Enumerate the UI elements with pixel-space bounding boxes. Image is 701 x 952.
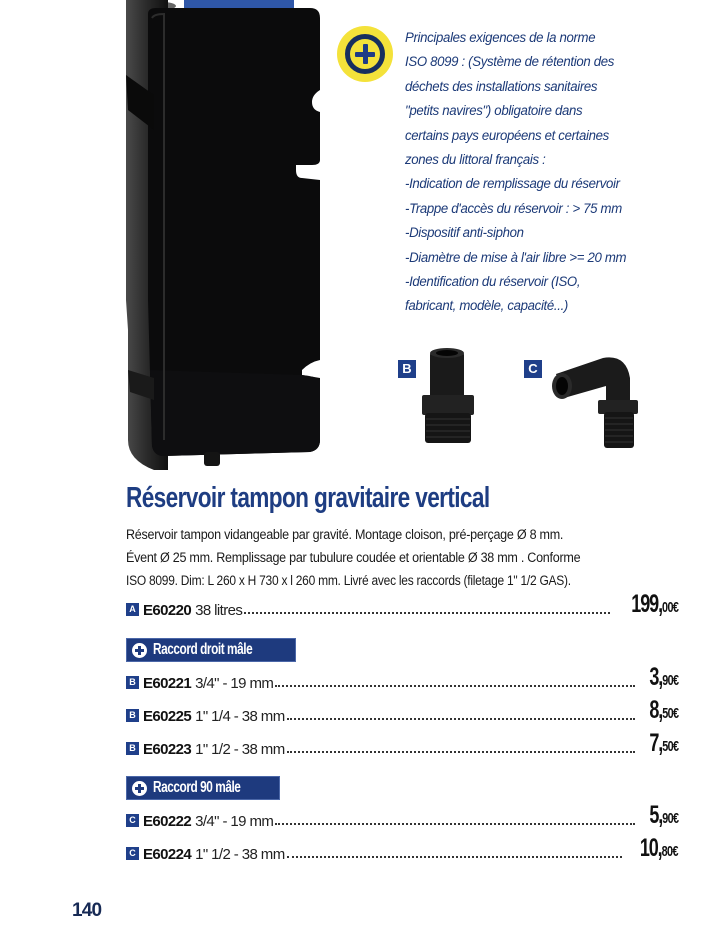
item-letter-badge: C [126,814,139,827]
elbow-fitting-image [548,352,648,452]
product-description [126,524,678,593]
price-integer: 5, [648,801,662,829]
section-header-raccord-droit [126,638,296,662]
callout-line: -Dispositif anti-siphon [405,225,524,242]
page-number: 140 [72,900,102,921]
price-decimal: 00€ [661,599,678,616]
price-row-e60220 [126,590,678,620]
item-reference: E60224 [143,846,192,863]
price-row-e60221 [126,663,678,693]
item-letter-badge: B [126,709,139,722]
callout-line: zones du littoral français : [405,152,546,169]
straight-fitting-image [418,347,478,447]
dot-leader [287,856,623,858]
price-row-e60224 [126,834,678,864]
price-integer: 199, [630,590,662,618]
item-spec: 38 litres [195,602,243,619]
item-spec: 3/4" - 19 mm [195,813,274,830]
price-integer: 8, [648,696,662,724]
callout-line: -Trappe d'accès du réservoir : > 75 mm [405,200,622,217]
item-price [649,803,678,831]
price-row-e60225 [126,696,678,726]
callout-line: certains pays européens et certaines [405,127,609,144]
section-title: Raccord droit mâle [153,641,253,658]
item-price [649,731,678,759]
callout-line: Principales exigences de la norme [405,30,596,46]
plus-circle-icon [132,781,147,796]
price-decimal: 80€ [661,843,678,860]
product-title: Réservoir tampon gravitaire vertical [126,482,490,514]
fitting-b-label: B [398,360,416,378]
price-decimal: 90€ [661,672,678,689]
item-spec: 1" 1/4 - 38 mm [195,708,285,725]
iso-8099-callout-text [405,26,677,319]
item-spec: 1" 1/2 - 38 mm [195,741,285,758]
price-integer: 3, [648,663,662,691]
callout-line: fabricant, modèle, capacité...) [405,298,568,315]
description-line: Évent Ø 25 mm. Remplissage par tubulure coudée et orientable Ø 38 mm . Conforme [126,550,581,566]
plus-ring [345,34,385,74]
description-line: ISO 8099. Dim: L 260 x H 730 x l 260 mm. Livré avec les raccords (filetage 1" 1/2 GAS). [126,573,571,589]
price-row-e60223 [126,729,678,759]
price-decimal: 90€ [661,810,678,827]
callout-line: ISO 8099 : (Système de rétention des [405,54,615,71]
price-row-e60222 [126,801,678,831]
item-spec: 1" 1/2 - 38 mm [195,846,285,863]
dot-leader [275,823,634,825]
callout-line: -Indication de remplissage du réservoir [405,176,620,193]
dot-leader [275,685,634,687]
item-reference: E60225 [143,708,192,725]
item-price [631,592,678,620]
item-price [649,698,678,726]
dot-leader [244,612,609,614]
fitting-c-label: C [524,360,542,378]
price-decimal: 50€ [661,705,678,722]
callout-line: -Identification du réservoir (ISO, [405,274,581,291]
callout-line: "petits navires") obligatoire dans [405,103,583,120]
item-letter-badge: B [126,676,139,689]
price-integer: 10, [639,834,662,862]
price-decimal: 50€ [661,738,678,755]
item-letter-badge: B [126,742,139,755]
dot-leader [287,751,635,753]
item-spec: 3/4" - 19 mm [195,675,274,692]
section-header-raccord-90 [126,776,280,800]
item-letter-badge: C [126,847,139,860]
item-reference: E60223 [143,741,192,758]
plus-circle-icon [132,643,147,658]
item-price [640,836,678,864]
plus-circle-icon [337,26,393,82]
item-letter-badge: A [126,603,139,616]
item-price [649,665,678,693]
description-line: Réservoir tampon vidangeable par gravité. Montage cloison, pré-perçage Ø 8 mm. [126,527,564,543]
item-reference: E60222 [143,813,192,830]
tank-product-image [124,0,334,470]
item-reference: E60220 [143,602,192,619]
section-title: Raccord 90 mâle [153,779,241,796]
callout-line: déchets des installations sanitaires [405,78,598,95]
callout-line: -Diamètre de mise à l'air libre >= 20 mm [405,249,627,266]
dot-leader [287,718,635,720]
price-integer: 7, [648,729,662,757]
item-reference: E60221 [143,675,192,692]
